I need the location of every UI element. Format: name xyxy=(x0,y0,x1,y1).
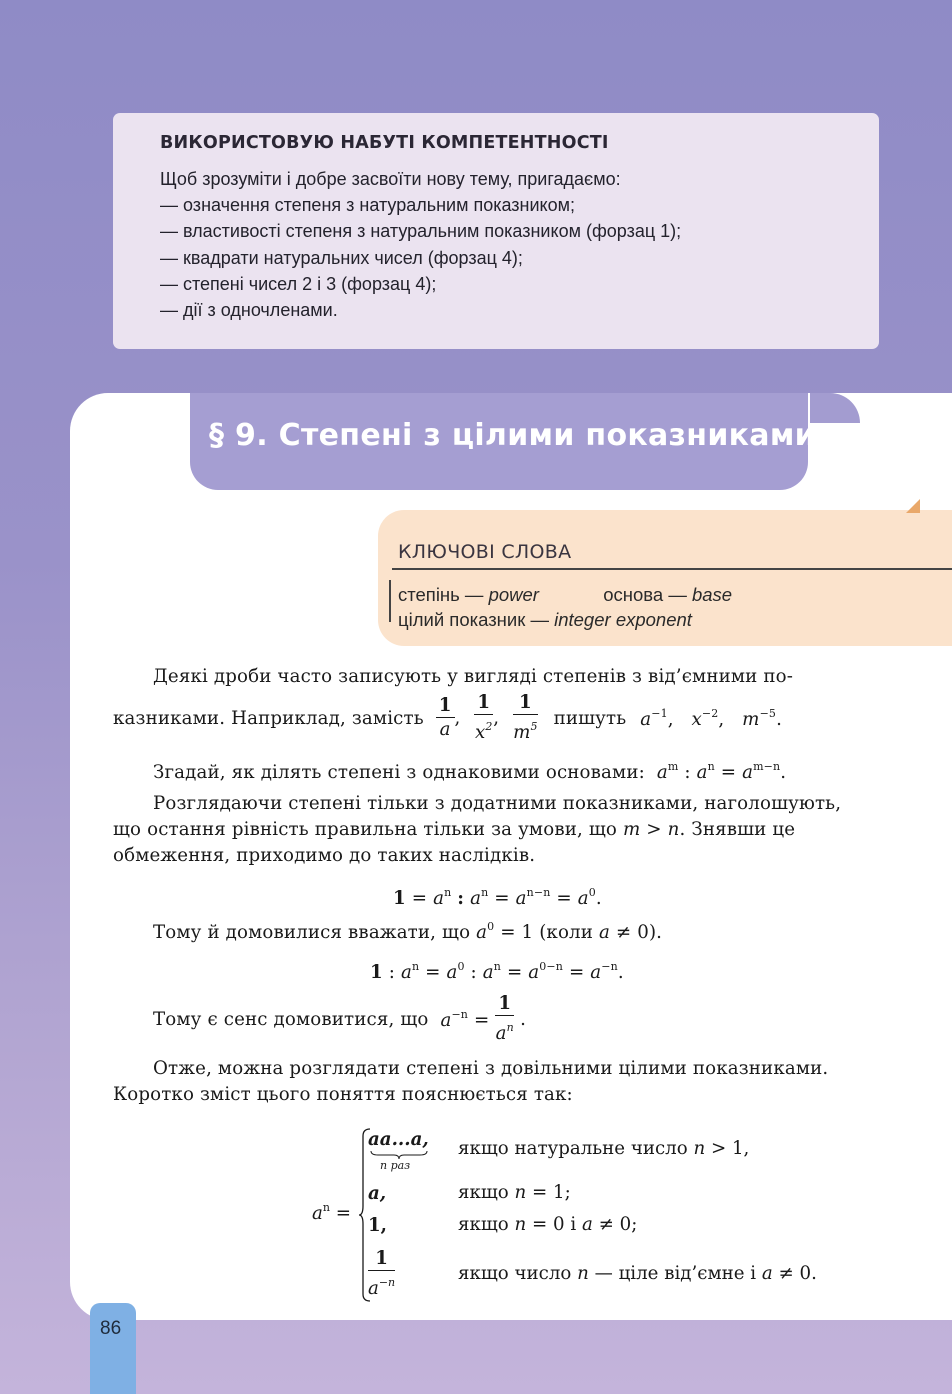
definition-cases xyxy=(312,1128,872,1303)
paragraph-line: обмеження, приходимо до таких наслідків. xyxy=(113,845,536,866)
case-expr xyxy=(368,1248,395,1301)
case-text: якщо xyxy=(458,1214,509,1235)
competences-item: — степені чисел 2 і 3 (форзац 4); xyxy=(160,273,437,294)
keywords-corner xyxy=(906,499,920,513)
competences-item: — означення степеня з натуральним показником; xyxy=(160,195,576,216)
keywords-bracket xyxy=(389,580,391,622)
keyword-ua: степінь — xyxy=(398,584,489,605)
paragraph-text: що остання рівність правильна тільки за умови, що xyxy=(113,819,617,840)
formula-a0: $1 = a^n$ : $a^n = a^{n-n} = a^0$. xyxy=(393,886,602,909)
paragraph-line: Тому й домовилися вважати, що $a^0 = 1$ (коли a ≠ 0). xyxy=(153,920,663,943)
fraction: $\frac{1}{a}$ xyxy=(436,695,455,742)
page-number: 86 xyxy=(100,1318,122,1339)
paragraph-line: що остання рівність правильна тільки за умови, що m > n. Знявши це xyxy=(113,819,796,840)
paragraph-text: Тому є сенс домовитися, що xyxy=(153,1009,429,1030)
competences-item: — квадрати натуральних чисел (форзац 4); xyxy=(160,247,523,268)
keyword-row xyxy=(398,609,692,631)
keyword-en: base xyxy=(691,584,733,605)
formula-a-neg-n: 1 : $a^n = a^0$ : $a^n = a^{0-n} = a^{-n}$. xyxy=(370,960,624,983)
competences-box xyxy=(113,113,879,349)
competences-title: ВИКОРИСТОВУЮ НАБУТІ КОМПЕТЕНТНОСТІ xyxy=(160,133,609,153)
paragraph-line: Отже, можна розглядати степені з довільними цілими показниками. xyxy=(153,1058,829,1079)
case-text: — ціле від’ємне і xyxy=(594,1263,757,1284)
competences-item: — дії з одночленами. xyxy=(160,300,338,321)
fraction: $\frac{1}{a^n}$ xyxy=(495,993,514,1044)
section-title: § 9. Степені з цілими показниками xyxy=(209,418,816,453)
paragraph-line: Згадай, як ділять степені з однаковими основами: $a^m$ : $a^n = a^{m-n}$. xyxy=(153,760,787,783)
case-condition: якщо число n — ціле від’ємне і a ≠ 0. xyxy=(458,1263,817,1284)
paragraph-text: (коли xyxy=(539,922,594,943)
case-condition: якщо натуральне число n > 1, xyxy=(458,1138,750,1159)
cases-lhs: $a^n$ = xyxy=(312,1201,351,1224)
keywords-title: КЛЮЧОВІ СЛОВА xyxy=(398,541,572,563)
keyword-ua: основа — xyxy=(603,584,692,605)
paragraph-line: Тому є сенс домовитися, що $a^{-n}$ = $\frac{1}{a^n}$ . xyxy=(153,993,526,1044)
paragraph-text: пишуть xyxy=(553,708,627,729)
fraction: $\frac{1}{a^{-n}}$ xyxy=(368,1248,396,1299)
page-number-tab xyxy=(90,1303,136,1394)
fraction: $\frac{1}{m^5}$ xyxy=(513,692,538,743)
case-text: якщо число xyxy=(458,1263,572,1284)
paragraph-text: . Знявши це xyxy=(679,819,796,840)
fraction: $\frac{1}{x^2}$ xyxy=(475,692,493,743)
case-expr xyxy=(368,1129,429,1150)
case-expr xyxy=(368,1183,386,1204)
keywords-rule xyxy=(392,568,952,570)
paragraph-text: казниками. Наприклад, замість xyxy=(113,708,424,729)
paragraph-line: Коротко зміст цього поняття пояснюється так: xyxy=(113,1084,573,1105)
competences-intro: Щоб зрозуміти і добре засвоїти нову тему, пригадаємо: xyxy=(160,169,621,189)
paragraph-line: Деякі дроби часто записують у вигляді степенів з від’ємними по- xyxy=(153,666,794,687)
case-condition: якщо n = 1; xyxy=(458,1182,571,1203)
keyword-ua: цілий показник — xyxy=(398,609,555,630)
case-text: і xyxy=(570,1214,577,1235)
keyword-en: integer exponent xyxy=(554,609,692,630)
case-text: якщо натуральне число xyxy=(458,1138,688,1159)
case-value: a, xyxy=(368,1183,387,1204)
case-underbrace-label: n раз xyxy=(380,1159,411,1172)
case-condition: якщо n = 0 і a ≠ 0; xyxy=(458,1214,638,1235)
paragraph-line: казниками. Наприклад, замість $\frac{1}{a}$ , $\frac{1}{x^2}$ , $\frac{1}{m^5}$ пишуть $a^{-1}$, $x^{-2}$, $m^{-5}$. xyxy=(113,692,783,743)
paragraph-text: Згадай, як ділять степені з однаковими основами: xyxy=(153,762,645,783)
paragraph-text: Тому й домовилися вважати, що xyxy=(153,922,471,943)
paragraph-line: Розглядаючи степені тільки з додатними показниками, наголошують, xyxy=(153,793,842,814)
case-product: aa...a, xyxy=(368,1129,429,1150)
competences-item: — властивості степеня з натуральним показником (форзац 1); xyxy=(160,221,682,242)
case-text: якщо xyxy=(458,1182,509,1203)
case-expr: 1, xyxy=(368,1215,387,1236)
keyword-en: power xyxy=(488,584,539,605)
keyword-row xyxy=(398,584,732,606)
